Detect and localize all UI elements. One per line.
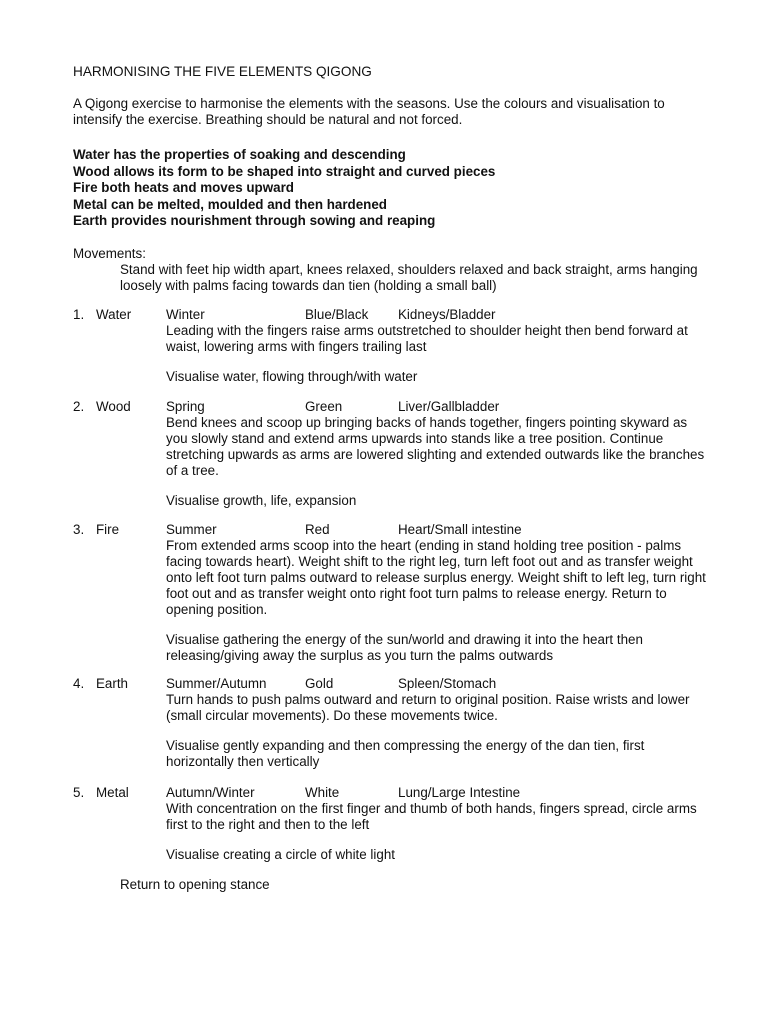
element-number: 4. [73, 676, 85, 691]
element-organ: Heart/Small intestine [398, 522, 522, 537]
movements-section [73, 246, 713, 294]
element-name: Metal [96, 785, 129, 800]
element-season: Summer [166, 522, 217, 537]
element-fire [73, 522, 713, 664]
element-organ: Spleen/Stomach [398, 676, 497, 691]
element-visualise: Visualise creating a circle of white light [166, 847, 395, 862]
element-visualise: Visualise gently expanding and then compressing the energy of the dan tien, first horizontally then vertically [166, 738, 645, 769]
element-visualise: Visualise growth, life, expansion [166, 493, 357, 508]
element-instruction: Turn hands to push palms outward and return to original position. Raise wrists and lower (small circular movements). Do these movements twice. [166, 692, 690, 723]
element-organ: Lung/Large Intestine [398, 785, 521, 800]
element-color: Blue/Black [305, 307, 369, 322]
element-header [73, 785, 713, 801]
property-water: Water has the properties of soaking and descending [73, 147, 406, 162]
element-organ: Kidneys/Bladder [398, 307, 496, 322]
element-number: 3. [73, 522, 85, 537]
element-name: Fire [96, 522, 120, 537]
element-visualise: Visualise gathering the energy of the sun/world and drawing it into the heart then releasing/giving away the surplus as you turn the palms outwards [166, 632, 643, 663]
element-instruction: Bend knees and scoop up bringing backs of hands together, fingers pointing skyward as you slowly stand and extend arms upwards into stands like a tree position. Continue stretching upwards as arms are lowered slighting and extended outwards like the branches of a tree. [166, 415, 705, 478]
element-header [73, 676, 713, 692]
property-metal: Metal can be melted, moulded and then hardened [73, 196, 387, 212]
element-instruction: With concentration on the first finger and thumb of both hands, fingers spread, circle arms first to the right and then to the left [166, 801, 697, 832]
element-name: Water [96, 307, 132, 322]
element-visualise: Visualise water, flowing through/with water [166, 369, 418, 384]
element-header [73, 307, 713, 323]
property-earth: Earth provides nourishment through sowing and reaping [73, 213, 436, 229]
property-wood: Wood allows its form to be shaped into straight and curved pieces [73, 163, 496, 179]
element-season: Summer/Autumn [166, 676, 267, 691]
element-color: Green [305, 399, 343, 414]
element-instruction: Leading with the fingers raise arms outstretched to shoulder height then bend forward at waist, lowering arms with fingers trailing last [166, 323, 688, 354]
element-water [73, 307, 713, 385]
movements-heading: Movements: [73, 246, 146, 261]
element-number: 5. [73, 785, 85, 800]
element-color: White [305, 785, 340, 800]
element-color: Gold [305, 676, 334, 691]
element-name: Earth [96, 676, 129, 691]
element-properties [73, 147, 713, 230]
element-name: Wood [96, 399, 131, 414]
element-header [73, 399, 713, 415]
element-organ: Liver/Gallbladder [398, 399, 500, 414]
element-season: Autumn/Winter [166, 785, 255, 800]
element-earth [73, 676, 713, 770]
element-season: Winter [166, 307, 205, 322]
intro-paragraph: A Qigong exercise to harmonise the elements with the seasons. Use the colours and visualisation to intensify the exercise. Breathing should be natural and not forced. [73, 96, 665, 127]
element-metal [73, 785, 713, 863]
element-header [73, 522, 713, 538]
element-number: 2. [73, 399, 85, 414]
opening-stance: Stand with feet hip width apart, knees relaxed, shoulders relaxed and back straight, arms hanging loosely with palms facing towards dan tien (holding a small ball) [120, 262, 698, 293]
element-wood [73, 399, 713, 509]
element-season: Spring [166, 399, 205, 414]
element-color: Red [305, 522, 330, 537]
element-instruction: From extended arms scoop into the heart (ending in stand holding tree position - palms facing towards heart). Weight shift to the right leg, turn left foot out and as transfer weight onto left foot turn palms outward to release surplus energy. Weight shift to left leg, turn right foot out and as transfer weight onto right foot turn palms to release energy. Return to opening position. [166, 538, 706, 617]
closing-instruction: Return to opening stance [120, 877, 270, 892]
property-fire: Fire both heats and moves upward [73, 180, 294, 196]
element-number: 1. [73, 307, 85, 322]
page-title: HARMONISING THE FIVE ELEMENTS QIGONG [73, 64, 372, 79]
